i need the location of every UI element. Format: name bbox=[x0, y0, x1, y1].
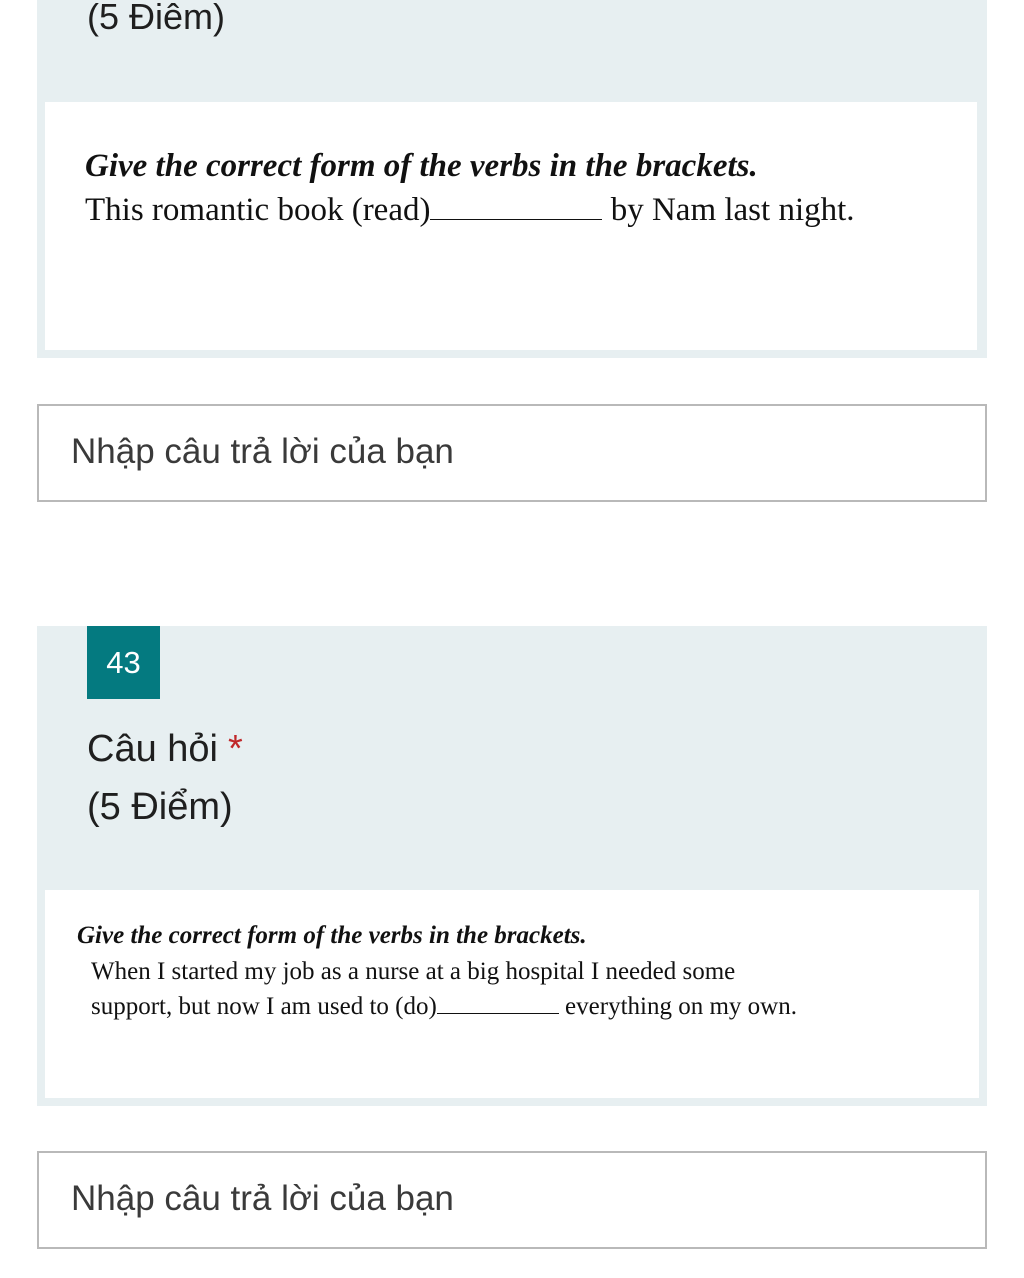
question-title: Câu hỏi * bbox=[87, 728, 243, 770]
question-card-previous bbox=[37, 0, 987, 358]
question-sentence: This romantic book (read) by Nam last night. bbox=[85, 192, 855, 228]
question-points: (5 Điểm) bbox=[87, 786, 233, 828]
question-points: (5 Điêm) bbox=[87, 0, 226, 37]
answer-placeholder: Nhập câu trả lời của bạn bbox=[71, 1179, 454, 1218]
question-sentence-line-2: support, but now I am used to (do) everything on my own. bbox=[91, 993, 797, 1020]
fill-blank bbox=[430, 218, 602, 220]
question-number-badge: 43 bbox=[87, 626, 160, 699]
question-instruction: Give the correct form of the verbs in the brackets. bbox=[85, 148, 758, 184]
answer-input-previous[interactable] bbox=[37, 404, 987, 502]
question-instruction: Give the correct form of the verbs in the brackets. bbox=[77, 922, 587, 949]
required-asterisk: * bbox=[227, 728, 243, 770]
question-image bbox=[45, 890, 979, 1098]
question-sentence-line-1: When I started my job as a nurse at a big hospital I needed some bbox=[91, 958, 736, 985]
question-image bbox=[45, 102, 977, 350]
answer-input-43[interactable] bbox=[37, 1151, 987, 1249]
question-card-43 bbox=[37, 626, 987, 1106]
answer-placeholder: Nhập câu trả lời của bạn bbox=[71, 432, 454, 471]
fill-blank bbox=[437, 1012, 559, 1014]
